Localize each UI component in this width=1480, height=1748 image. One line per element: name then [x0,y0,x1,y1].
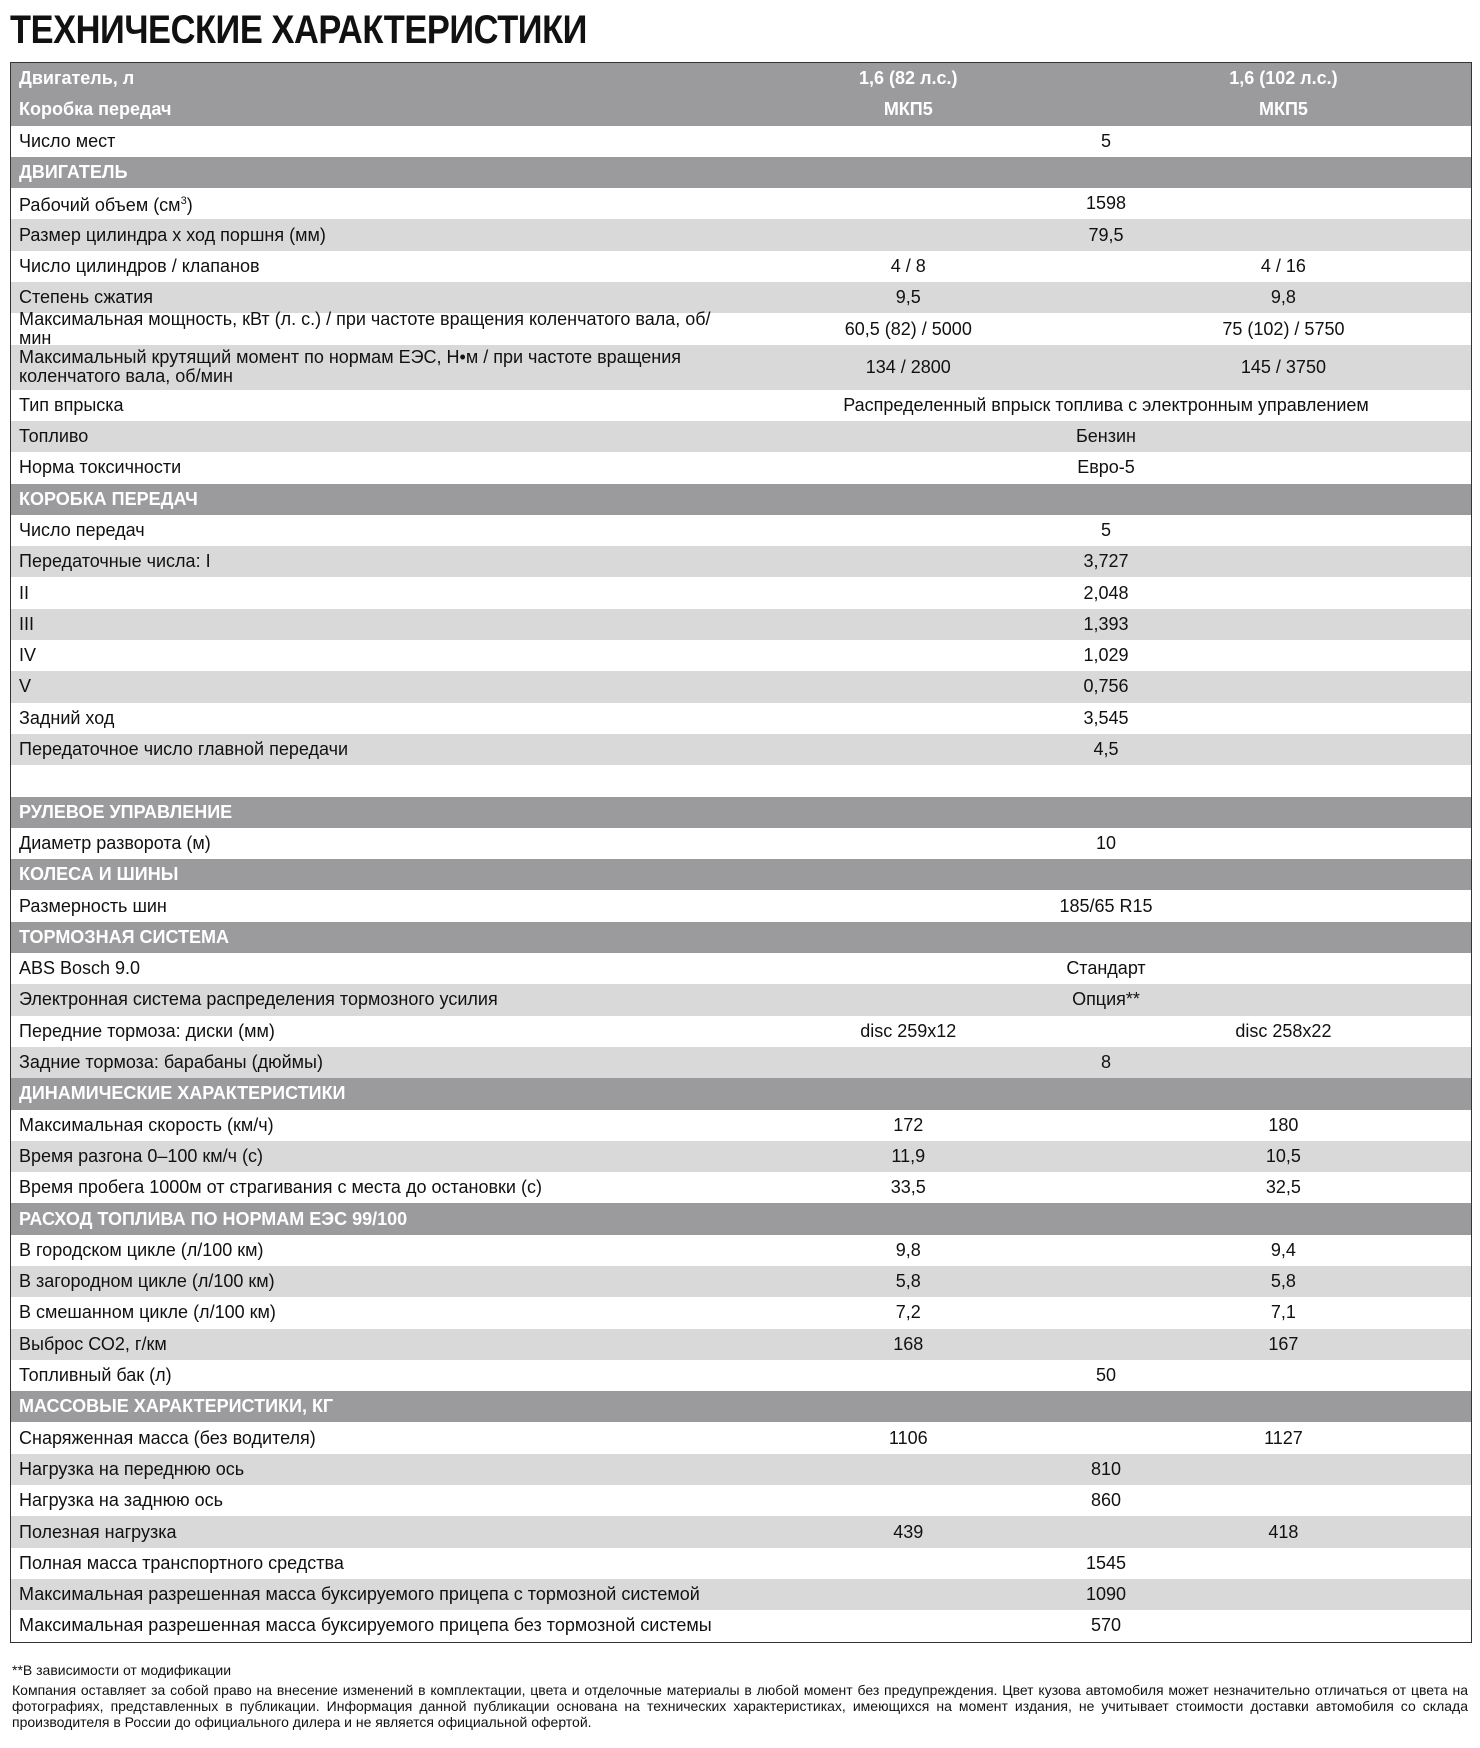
section-header [11,922,1471,953]
row-value-82hp: disc 259x12 [860,1020,957,1041]
row-label: Полная масса транспортного средства [19,1552,344,1573]
row-label: Размер цилиндра х ход поршня (мм) [19,224,326,245]
header-engine-v1: 1,6 (82 л.с.) [859,68,958,89]
row-value-82hp: 172 [893,1114,924,1135]
row-label: В городском цикле (л/100 км) [19,1239,264,1260]
row-label: Полезная нагрузка [19,1521,177,1542]
row-value-82hp: 1106 [888,1427,928,1448]
row-value-102hp: 5,8 [1270,1271,1296,1292]
table-row [11,1047,1471,1078]
table-row [11,1360,1471,1391]
row-value: 185/65 R15 [1059,895,1153,916]
row-label: Число цилиндров / клапанов [19,255,260,276]
row-value-82hp: 4 / 8 [890,255,926,276]
table-row [11,1422,1471,1453]
row-value: 3,727 [1083,551,1129,572]
table-row [11,703,1471,734]
table-row [11,546,1471,577]
row-label: Максимальная разрешенная масса буксируемого прицепа без тормозной системы [19,1615,712,1636]
table-row [11,1579,1471,1610]
row-label: Выброс СО2, г/км [19,1333,167,1354]
row-value: 570 [1090,1615,1122,1636]
table-row [11,1110,1471,1141]
row-value-102hp: 7,1 [1270,1302,1296,1323]
row-label: ABS Bosch 9.0 [19,958,141,979]
row-label [11,192,741,215]
row-value: Евро-5 [1077,457,1135,478]
row-value: 10 [1095,832,1117,853]
header-gearbox-v2: МКП5 [1258,99,1308,120]
row-value: 8 [1100,1052,1111,1073]
row-label: Задний ход [19,707,115,728]
table-row [11,640,1471,671]
row-label-text: Рабочий объем (см [19,195,181,216]
row-label: Снаряженная масса (без водителя) [19,1427,316,1448]
row-label: Нагрузка на переднюю ось [19,1458,245,1479]
section-title: ТОРМОЗНАЯ СИСТЕМА [19,926,230,947]
row-label: III [19,613,35,634]
header-row-engine [11,63,1471,94]
row-label: В смешанном цикле (л/100 км) [19,1302,276,1323]
row-value-102hp: 145 / 3750 [1240,356,1326,377]
row-value-82hp: 439 [893,1521,924,1542]
row-value: 3,545 [1083,707,1129,728]
row-label: Число мест [19,130,116,151]
row-value-102hp: 9,8 [1270,287,1296,308]
section-header [11,157,1471,188]
row-label: Диаметр разворота (м) [19,832,211,853]
row-value: Опция** [1072,989,1140,1010]
row-value-102hp: 418 [1268,1521,1299,1542]
row-value-82hp: 11,9 [891,1145,926,1166]
row-label: Максимальная мощность, кВт (л. с.) / при частоте вращения коленчатого вала, об/мин [19,309,711,349]
row-label: Норма токсичности [19,457,182,478]
row-value-102hp: 9,4 [1270,1239,1296,1260]
row-value-102hp: disc 258x22 [1235,1020,1332,1041]
table-row [11,577,1471,608]
table-row [11,1329,1471,1360]
row-label: Топливо [19,426,89,447]
row-label: В загородном цикле (л/100 км) [19,1271,275,1292]
row-label: Топливный бак (л) [19,1365,172,1386]
row-label: Передаточное число главной передачи [19,739,349,760]
header-row-gearbox [11,94,1471,125]
table-row [11,188,1471,219]
row-value: 810 [1090,1458,1122,1479]
table-row [11,734,1471,765]
row-value-82hp: 33,5 [890,1177,926,1198]
row-label: Максимальный крутящий момент по нормам ЕЭС, Н•м / при частоте вращения коленчатого вала, об/мин [19,347,682,387]
table-row [11,1172,1471,1203]
section-title: ДИНАМИЧЕСКИЕ ХАРАКТЕРИСТИКИ [19,1083,346,1104]
row-value: 4,5 [1093,739,1119,760]
header-gearbox-v1: МКП5 [883,99,933,120]
row-label: Тип впрыска [19,394,124,415]
row-value-102hp: 4 / 16 [1260,255,1306,276]
row-value-102hp: 180 [1268,1114,1299,1135]
table-row [11,309,1471,349]
section-header [11,1203,1471,1234]
row-value: 1,029 [1083,645,1129,666]
row-label: Максимальная разрешенная масса буксируемого прицепа с тормозной системой [19,1584,700,1605]
row-value: 2,048 [1083,582,1129,603]
row-value-102hp: 32,5 [1265,1177,1301,1198]
row-label: Число передач [19,520,145,540]
table-row [11,765,1471,796]
row-value: 1598 [1085,193,1127,214]
row-label: II [19,582,30,603]
footnote: **В зависимости от модификации [12,1662,232,1678]
row-label: Размерность шин [19,895,167,916]
table-row [11,953,1471,984]
row-label: V [19,676,32,697]
row-value-82hp: 134 / 2800 [865,356,951,377]
header-gearbox-label: Коробка передач [19,99,172,120]
row-label: Степень сжатия [19,287,154,308]
table-row [11,1266,1471,1297]
row-label: Максимальная скорость (км/ч) [19,1114,274,1135]
row-value-102hp: 1127 [1264,1427,1303,1448]
table-row [11,1141,1471,1172]
row-value-82hp: 7,2 [895,1302,921,1323]
table-row [11,890,1471,921]
row-value: Стандарт [1066,958,1146,979]
spec-table [10,62,1472,1643]
header-engine-label: Двигатель, л [19,68,135,89]
table-row [11,390,1471,421]
section-title: РУЛЕВОЕ УПРАВЛЕНИЕ [19,801,233,822]
spec-rows [11,126,1471,1642]
row-value: 1090 [1085,1584,1127,1605]
table-row [11,828,1471,859]
row-value-82hp: 60,5 (82) / 5000 [844,318,972,339]
row-value-102hp: 10,5 [1265,1145,1301,1166]
table-row [11,515,1471,546]
section-header [11,797,1471,828]
row-label: Время пробега 1000м от страгивания с места до остановки (с) [19,1177,542,1198]
section-header [11,1078,1471,1109]
row-value: Бензин [1075,426,1136,447]
table-row [11,1297,1471,1328]
row-value-82hp: 9,8 [895,1239,921,1260]
table-row [11,345,1471,390]
row-label: Электронная система распределения тормозного усилия [19,989,498,1010]
row-value: 1,393 [1083,613,1129,634]
row-value-102hp: 75 (102) / 5750 [1222,318,1345,339]
row-value-82hp: 168 [893,1333,924,1354]
row-value: Распределенный впрыск топлива с электронным управлением [843,394,1369,415]
row-value-102hp: 167 [1268,1333,1299,1354]
table-row [11,126,1471,157]
section-title: МАССОВЫЕ ХАРАКТЕРИСТИКИ, КГ [19,1396,334,1417]
row-label-sup: 3 [180,195,187,208]
row-value: 1545 [1085,1552,1127,1573]
row-label: Передние тормоза: диски (мм) [19,1020,275,1041]
row-label: Время разгона 0–100 км/ч (с) [19,1145,264,1166]
table-row [11,1016,1471,1047]
row-label: IV [19,645,37,666]
row-value: 50 [1095,1365,1117,1386]
row-value: 79,5 [1088,224,1124,245]
section-title: РАСХОД ТОПЛИВА ПО НОРМАМ ЕЭС 99/100 [19,1208,408,1229]
table-row [11,452,1471,483]
table-row [11,1548,1471,1579]
table-row [11,1454,1471,1485]
row-value-82hp: 5,8 [895,1271,921,1292]
section-header [11,484,1471,515]
row-value-82hp: 9,5 [895,287,921,308]
row-value: 0,756 [1083,676,1129,697]
table-row [11,1516,1471,1547]
page-title: ТЕХНИЧЕСКИЕ ХАРАКТЕРИСТИКИ [10,8,587,52]
section-header [11,859,1471,890]
table-row [11,1610,1471,1641]
table-row [11,609,1471,640]
row-value: 860 [1090,1490,1122,1511]
table-row [11,1235,1471,1266]
table-row [11,251,1471,282]
section-title: КОЛЕСА И ШИНЫ [19,864,179,885]
row-value: 5 [1100,130,1111,151]
table-row [11,671,1471,702]
row-label: Задние тормоза: барабаны (дюймы) [19,1052,323,1073]
table-row [11,219,1471,250]
header-engine-v2: 1,6 (102 л.с.) [1229,68,1338,89]
table-row [11,1485,1471,1516]
table-row [11,421,1471,452]
section-title: ДВИГАТЕЛЬ [19,162,128,183]
section-title: КОРОБКА ПЕРЕДАЧ [19,488,198,509]
row-label: Нагрузка на заднюю ось [19,1490,223,1511]
row-label: Передаточные числа: I [19,551,211,572]
row-label-tail: ) [186,195,193,216]
disclaimer: Компания оставляет за собой право на внесение изменений в комплектации, цвета и отделочные материалы в любой момент без предупреждения. Цвет кузова автомобиля может незначительно отличаться от цвета на фотографиях, представленных в публикации. Информация данной публикации основана на технических характеристиках, имеющихся на момент издания, не учитывает стоимости доставки автомобиля со склада производителя в России до официального дилера и не является официальной офертой. [12,1682,1468,1730]
row-value: 5 [1100,520,1111,540]
section-header [11,1391,1471,1422]
table-row [11,984,1471,1015]
